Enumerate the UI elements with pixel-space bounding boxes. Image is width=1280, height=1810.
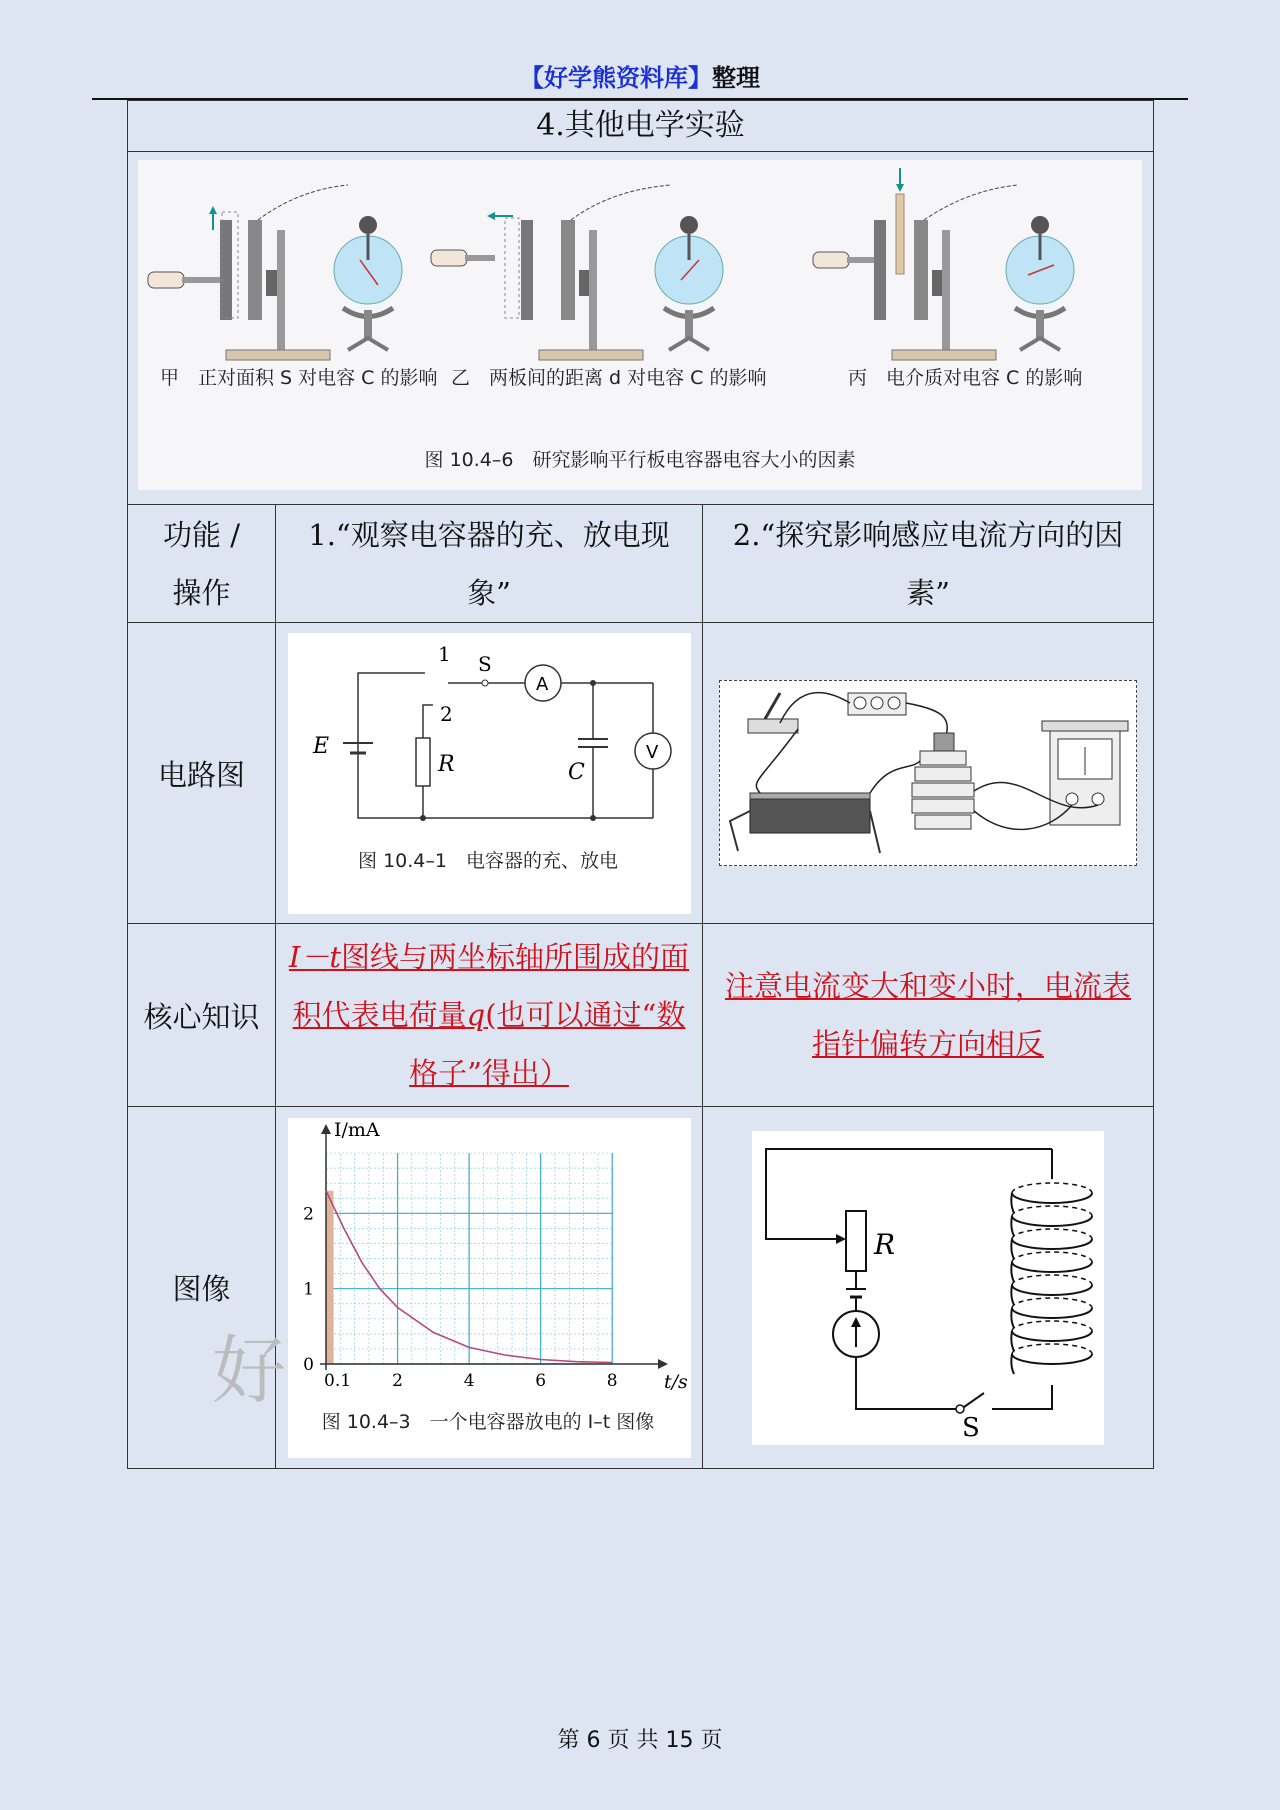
x-tick-label: 8 [606,1370,618,1391]
switch-pos-1: 1 [437,641,451,666]
coil-turn-back [1012,1229,1092,1239]
core1-main: 图线与两坐标轴所围成的面积代表电荷量 [292,940,690,1032]
core1-text [289,940,689,1090]
panel-bing [813,168,1082,389]
x-tick-label: 0.1 [323,1370,351,1391]
coil-turn-back [1012,1298,1092,1308]
core1-charge-symbol: q [466,998,486,1032]
shaded-strip [326,1190,334,1363]
x-tick-label: 2 [391,1370,403,1391]
coil-turn-front [1011,1193,1092,1213]
switch-label: S [477,651,492,676]
coil-switch-label: S [962,1412,980,1443]
coil-turn-back [1012,1321,1092,1331]
y-axis-label: I/mA [333,1118,380,1141]
graph-cell [276,1107,703,1469]
capacitor-factors-figure [138,160,1142,490]
graph-caption: 图 10.4–3 一个电容器放电的 I–t 图像 [321,1410,654,1433]
coil-turn-front [1011,1308,1092,1328]
header-brand: 【好学熊资料库】 [520,64,712,92]
tick-labels [303,1204,617,1391]
coil-turn-back [1012,1252,1092,1262]
header-suffix: 整理 [712,64,760,92]
caption-bing: 丙 电介质对电容 C 的影响 [848,367,1083,389]
watermark: 好 [212,1328,286,1414]
x-tick-label: 6 [534,1370,546,1391]
row-label-core: 核心知识 [128,924,276,1107]
header-col1-text: 1.“观察电容器的充、放电现象” [308,517,670,610]
coil-turn-back [1012,1206,1092,1216]
coil-turn-front [1011,1354,1092,1374]
x-axis-label: t/s [663,1370,688,1393]
circuit1-cell [276,623,703,924]
circuit1-caption: 图 10.4–1 电容器的充、放电 [357,849,618,872]
it-discharge-chart [288,1118,691,1458]
coil-turn-back [1012,1183,1092,1193]
row-label-image: 图像 [128,1107,276,1469]
coil-turn-front [1011,1262,1092,1282]
coil-turn-back [1012,1275,1092,1285]
capacitor-label: C [567,759,585,785]
ammeter-label: A [535,673,548,695]
core2-cell [703,924,1154,1107]
coil-turn-back [1012,1344,1092,1354]
voltmeter-label: V [645,741,658,763]
coil-circuit-figure [752,1131,1104,1445]
resistor-label: R [437,751,455,777]
panel-yi [431,185,767,389]
coil-loops [1011,1183,1092,1374]
induction-apparatus-figure [719,680,1137,866]
core1-formula: I－t [288,940,342,974]
caption-jia: 甲 正对面积 S 对电容 C 的影响 [160,367,438,389]
caption-yi: 乙 两板间的距离 d 对电容 C 的影响 [451,367,767,389]
charge-discharge-circuit [288,633,691,914]
coil-turn-front [1011,1285,1092,1305]
x-tick-label: 4 [463,1370,475,1391]
experiment-table [127,100,1154,1469]
page-header [0,58,1280,93]
battery-label: E [312,733,329,759]
figure-caption: 图 10.4–6 研究影响平行板电容器电容大小的因素 [424,449,856,471]
page-footer: 第 6 页 共 15 页 [557,1728,723,1753]
section-title: 4.其他电学实验 [128,101,1154,152]
coil-turn-front [1011,1216,1092,1236]
switch-pos-2: 2 [439,701,453,726]
header-col1 [276,505,703,623]
chart-grid [326,1153,612,1364]
coil-cell [703,1107,1154,1469]
row-label-circuit: 电路图 [128,623,276,924]
top-figure-cell [128,152,1154,505]
y-tick-label: 1 [302,1279,314,1300]
header-col0 [128,505,276,623]
core1-cell [276,924,703,1107]
x-axis-arrow [658,1359,668,1369]
header-col2 [703,505,1154,623]
header-col0-text: 功能 / 操作 [163,517,240,610]
header-col2-text: 2.“探究影响感应电流方向的因素” [732,517,1124,610]
y-tick-label: 2 [302,1203,314,1224]
core1-note: (也可以通过“数格子”得出） [409,998,686,1090]
coil-turn-front [1011,1239,1092,1259]
coil-turn-front [1011,1331,1092,1351]
panel-jia [148,185,438,389]
circuit2-cell [703,623,1154,924]
coil-resistor-label: R [874,1227,896,1261]
y-tick-label: 0 [302,1354,314,1375]
y-axis-arrow [321,1124,331,1134]
core2-text: 注意电流变大和变小时，电流表指针偏转方向相反 [724,969,1131,1061]
